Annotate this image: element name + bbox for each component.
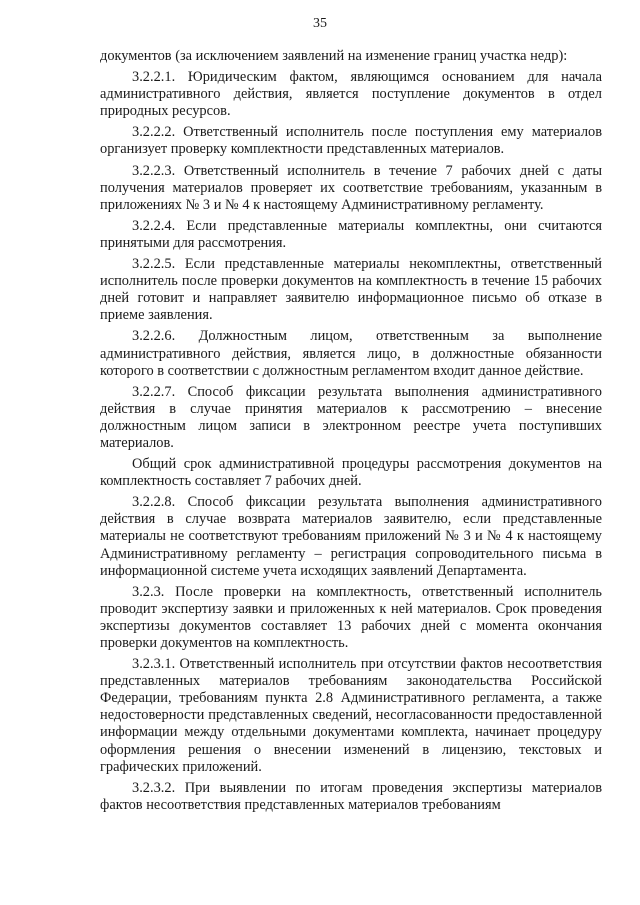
paragraph-3-2-2-7: 3.2.2.7. Способ фиксации результата выполнения административного действия в случае принятия материалов к рассмотрению – внесение должностным лицом записи в электронном реестре учета поступивших материалов. <box>100 383 602 451</box>
paragraph-continuation: документов (за исключением заявлений на изменение границ участка недр): <box>100 48 568 64</box>
paragraph-total-term: Общий срок административной процедуры рассмотрения документов на комплектность составляет 7 рабочих дней. <box>100 456 602 490</box>
paragraph-3-2-2-5: 3.2.2.5. Если представленные материалы некомплектны, ответственный исполнитель после проверки документов на комплектность в течение 15 рабочих дней готовит и направляет заявителю информационное письмо об отказе в приеме заявления. <box>100 256 602 324</box>
paragraph-3-2-2-4: 3.2.2.4. Если представленные материалы комплектны, они считаются принятыми для рассмотрения. <box>100 217 602 251</box>
document-body <box>100 48 602 814</box>
paragraph-3-2-3-1: 3.2.3.1. Ответственный исполнитель при отсутствии фактов несоответствия представленных материалов требованиям законодательства Российской Федерации, требованиям пункта 2.8 Административного регламента, а также недостоверности представленных сведений, несогласованности предоставленной информации между отдельными документами комплекта, начинает процедуру оформления решения о внесении изменений в лицензию, текстовых и графических приложений. <box>100 656 602 775</box>
paragraph-3-2-3-2: 3.2.3.2. При выявлении по итогам проведения экспертизы материалов фактов несоответствия представленных материалов требованиям <box>100 779 602 813</box>
paragraph-3-2-2-2: 3.2.2.2. Ответственный исполнитель после поступления ему материалов организует проверку комплектности представленных материалов. <box>100 124 602 158</box>
paragraph-3-2-2-3: 3.2.2.3. Ответственный исполнитель в течение 7 рабочих дней с даты получения материалов проверяет их соответствие требованиям, указанным в приложениях № 3 и № 4 к настоящему Административному регламенту. <box>100 162 602 213</box>
paragraph-3-2-2-8: 3.2.2.8. Способ фиксации результата выполнения административного действия в случае возврата материалов заявителю, если представленные материалы не соответствуют требованиям приложений № 3 и № 4 к настоящему Административному регламенту – регистрация сопроводительного письма в информационной системе учета исходящих заявлений Департамента. <box>100 494 602 579</box>
page-number: 35 <box>313 16 327 31</box>
paragraph-3-2-2-6: 3.2.2.6. Должностным лицом, ответственным за выполнение административного действия, является лицо, в должностные обязанности которого в соответствии с должностным регламентом входит данное действие. <box>100 328 602 379</box>
paragraph-3-2-3: 3.2.3. После проверки на комплектность, ответственный исполнитель проводит экспертизу заявки и приложенных к ней материалов. Срок проведения экспертизы документов составляет 13 рабочих дней с момента окончания проверки документов на комплектность. <box>100 583 602 651</box>
paragraph-3-2-2-1: 3.2.2.1. Юридическим фактом, являющимся основанием для начала административного действия, является поступление документов в отдел природных ресурсов. <box>100 69 602 120</box>
